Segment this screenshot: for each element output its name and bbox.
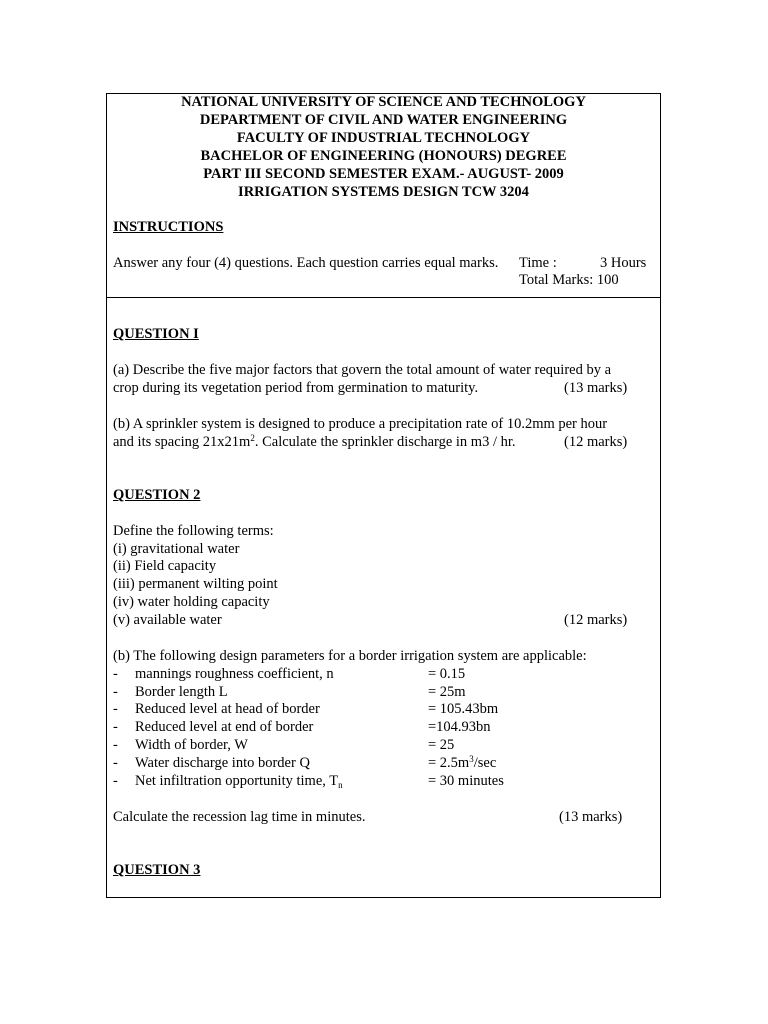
term-item: (ii) Field capacity [113,558,217,574]
param-value: =104.93bn [428,719,491,735]
q1b-marks: (12 marks) [564,434,628,450]
param-name: Width of border, W [135,737,248,753]
list-dash: - [113,666,118,682]
param-name: mannings roughness coefficient, n [135,666,334,682]
param-name: Reduced level at head of border [135,701,320,717]
param-value: = $2.5m^3/\sec$ [428,754,497,771]
param-value: = 30 minutes [428,773,504,789]
q1b-text-line2: and its spacing $21x21m^2$. Calculate the sprinkler discharge in m3 / hr. [113,433,516,450]
question-1-heading: QUESTION I [113,326,199,342]
term-item: (i) gravitational water [113,541,240,557]
calc-instruction: Calculate the recession lag time in minutes. [113,809,366,825]
term-item: (iii) permanent wilting point [113,576,278,592]
term-item: (iv) water holding capacity [113,594,270,610]
param-value: = 25m [428,684,466,700]
total-marks: Total Marks: 100 [519,272,619,288]
instructions-heading: INSTRUCTIONS [113,219,224,235]
q1a-text-line1: (a) Describe the five major factors that govern the total amount of water required by a [113,362,612,378]
degree-name: BACHELOR OF ENGINEERING (HONOURS) DEGREE [200,148,567,164]
list-dash: - [113,684,118,700]
section-divider [106,297,661,298]
param-value: = 105.43bm [428,701,499,717]
question-3-heading: QUESTION 3 [113,862,201,878]
q2a-marks: (12 marks) [564,612,628,628]
param-value: = 25 [428,737,455,753]
term-item: (v) available water [113,612,222,628]
list-dash: - [113,701,118,717]
param-name: Water discharge into border Q [135,755,310,771]
question-2-heading: QUESTION 2 [113,487,201,503]
exam-session: PART III SECOND SEMESTER EXAM.- AUGUST- 2009 [203,166,564,182]
time-label: Time : [519,255,557,271]
param-name: Border length L [135,684,228,700]
q2b-intro: (b) The following design parameters for a border irrigation system are applicable: [113,648,587,664]
list-dash: - [113,737,118,753]
superscript: 2 [250,433,255,443]
superscript: 3 [469,754,474,764]
q1b-text-line1: (b) A sprinkler system is designed to produce a precipitation rate of 10.2mm per hour [113,416,608,432]
param-name: Net infiltration opportunity time, $T_n$ [135,773,343,790]
q2b-marks: (13 marks) [559,809,623,825]
list-dash: - [113,773,118,789]
subscript: n [338,780,343,790]
list-dash: - [113,719,118,735]
define-intro: Define the following terms: [113,523,274,539]
q1a-marks: (13 marks) [564,380,628,396]
instructions-text: Answer any four (4) questions. Each question carries equal marks. [113,255,499,271]
time-value: 3 Hours [600,255,647,271]
param-value: = 0.15 [428,666,466,682]
university-name: NATIONAL UNIVERSITY OF SCIENCE AND TECHNOLOGY [181,94,586,110]
q1a-text-line2: crop during its vegetation period from germination to maturity. [113,380,479,396]
faculty-name: FACULTY OF INDUSTRIAL TECHNOLOGY [236,130,531,146]
list-dash: - [113,755,118,771]
department-name: DEPARTMENT OF CIVIL AND WATER ENGINEERING [199,112,568,128]
param-name: Reduced level at end of border [135,719,314,735]
course-title: IRRIGATION SYSTEMS DESIGN TCW 3204 [238,184,529,200]
